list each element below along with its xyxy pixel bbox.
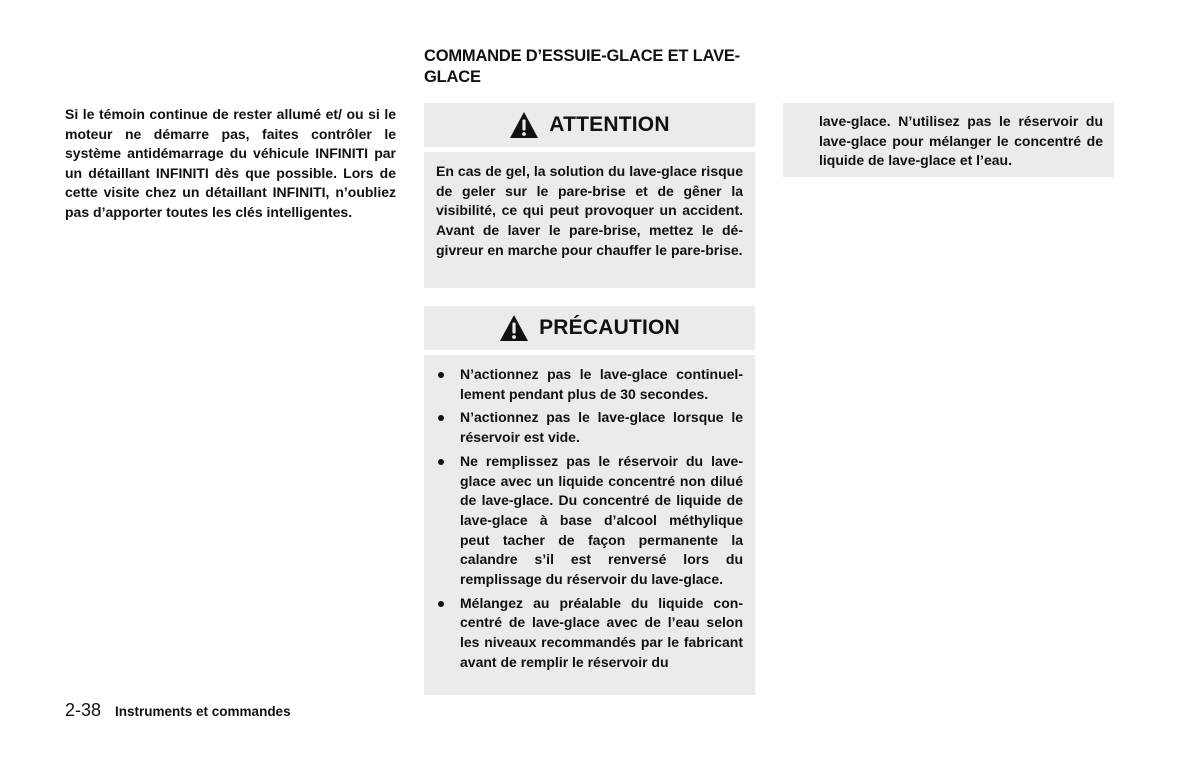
continuation-text: lave-glace. N’utilisez pas le réservoir du lave-glace pour mélanger le concentré de liquide de lave-glace et l’eau. <box>819 113 1103 169</box>
warning-triangle-icon <box>499 314 529 342</box>
continuation-box <box>783 103 1114 177</box>
section-title: COMMANDE D’ESSUIE-GLACE ET LAVE-GLACE <box>424 47 740 86</box>
attention-body: En cas de gel, la solution du lave-glace risque de geler sur le pare-brise et de gêner la visibilité, ce qui peut provoquer un accident. Avant de laver le pare-brise, mettez le dégivreur en marche pour chauffer le pare-brise. <box>436 163 743 258</box>
precaution-body <box>424 355 755 673</box>
precaution-heading: PRÉCAUTION <box>539 316 680 339</box>
list-item: Ne remplissez pas le réservoir du lave-glace avec un liquide concentré non dilué de lave-glace. Du concentré de liquide de lave-glace à base d’alcool méthylique peut tacher de façon permanente la calandre s’il est renversé lors du remplissage du réservoir du lave-glace. <box>436 452 743 590</box>
page-number: 2-38 <box>65 700 102 720</box>
bullet-icon <box>438 601 444 607</box>
bullet-icon <box>438 372 444 378</box>
left-column <box>65 105 396 222</box>
list-item: N’actionnez pas le lave-glace lorsque le réservoir est vide. <box>436 408 743 447</box>
precaution-box <box>424 306 755 695</box>
precaution-list <box>436 365 743 673</box>
list-item: Mélangez au préalable du liquide concentré de lave-glace avec de l’eau selon les niveaux recommandés par le fabricant avant de remplir le réservoir du <box>436 594 743 673</box>
bullet-icon <box>438 459 444 465</box>
bullet-icon <box>438 415 444 421</box>
attention-box <box>424 103 755 288</box>
attention-heading: ATTENTION <box>549 113 670 136</box>
list-item: N’actionnez pas le lave-glace continuellement pendant plus de 30 secondes. <box>436 365 743 404</box>
footer-section-name: Instruments et commandes <box>115 704 291 719</box>
attention-header <box>424 103 755 152</box>
left-paragraph: Si le témoin continue de rester allumé et/ ou si le moteur ne démarre pas, faites contrôler le système antidémarrage du véhicule INFINITI par un détaillant INFINITI dès que possible. Lors de cette visite chez un détaillant INFINITI, n’oubliez pas d’apporter toutes les clés intelligentes. <box>65 106 396 220</box>
page-footer <box>65 700 291 721</box>
warning-triangle-icon <box>509 111 539 139</box>
precaution-header <box>424 306 755 355</box>
